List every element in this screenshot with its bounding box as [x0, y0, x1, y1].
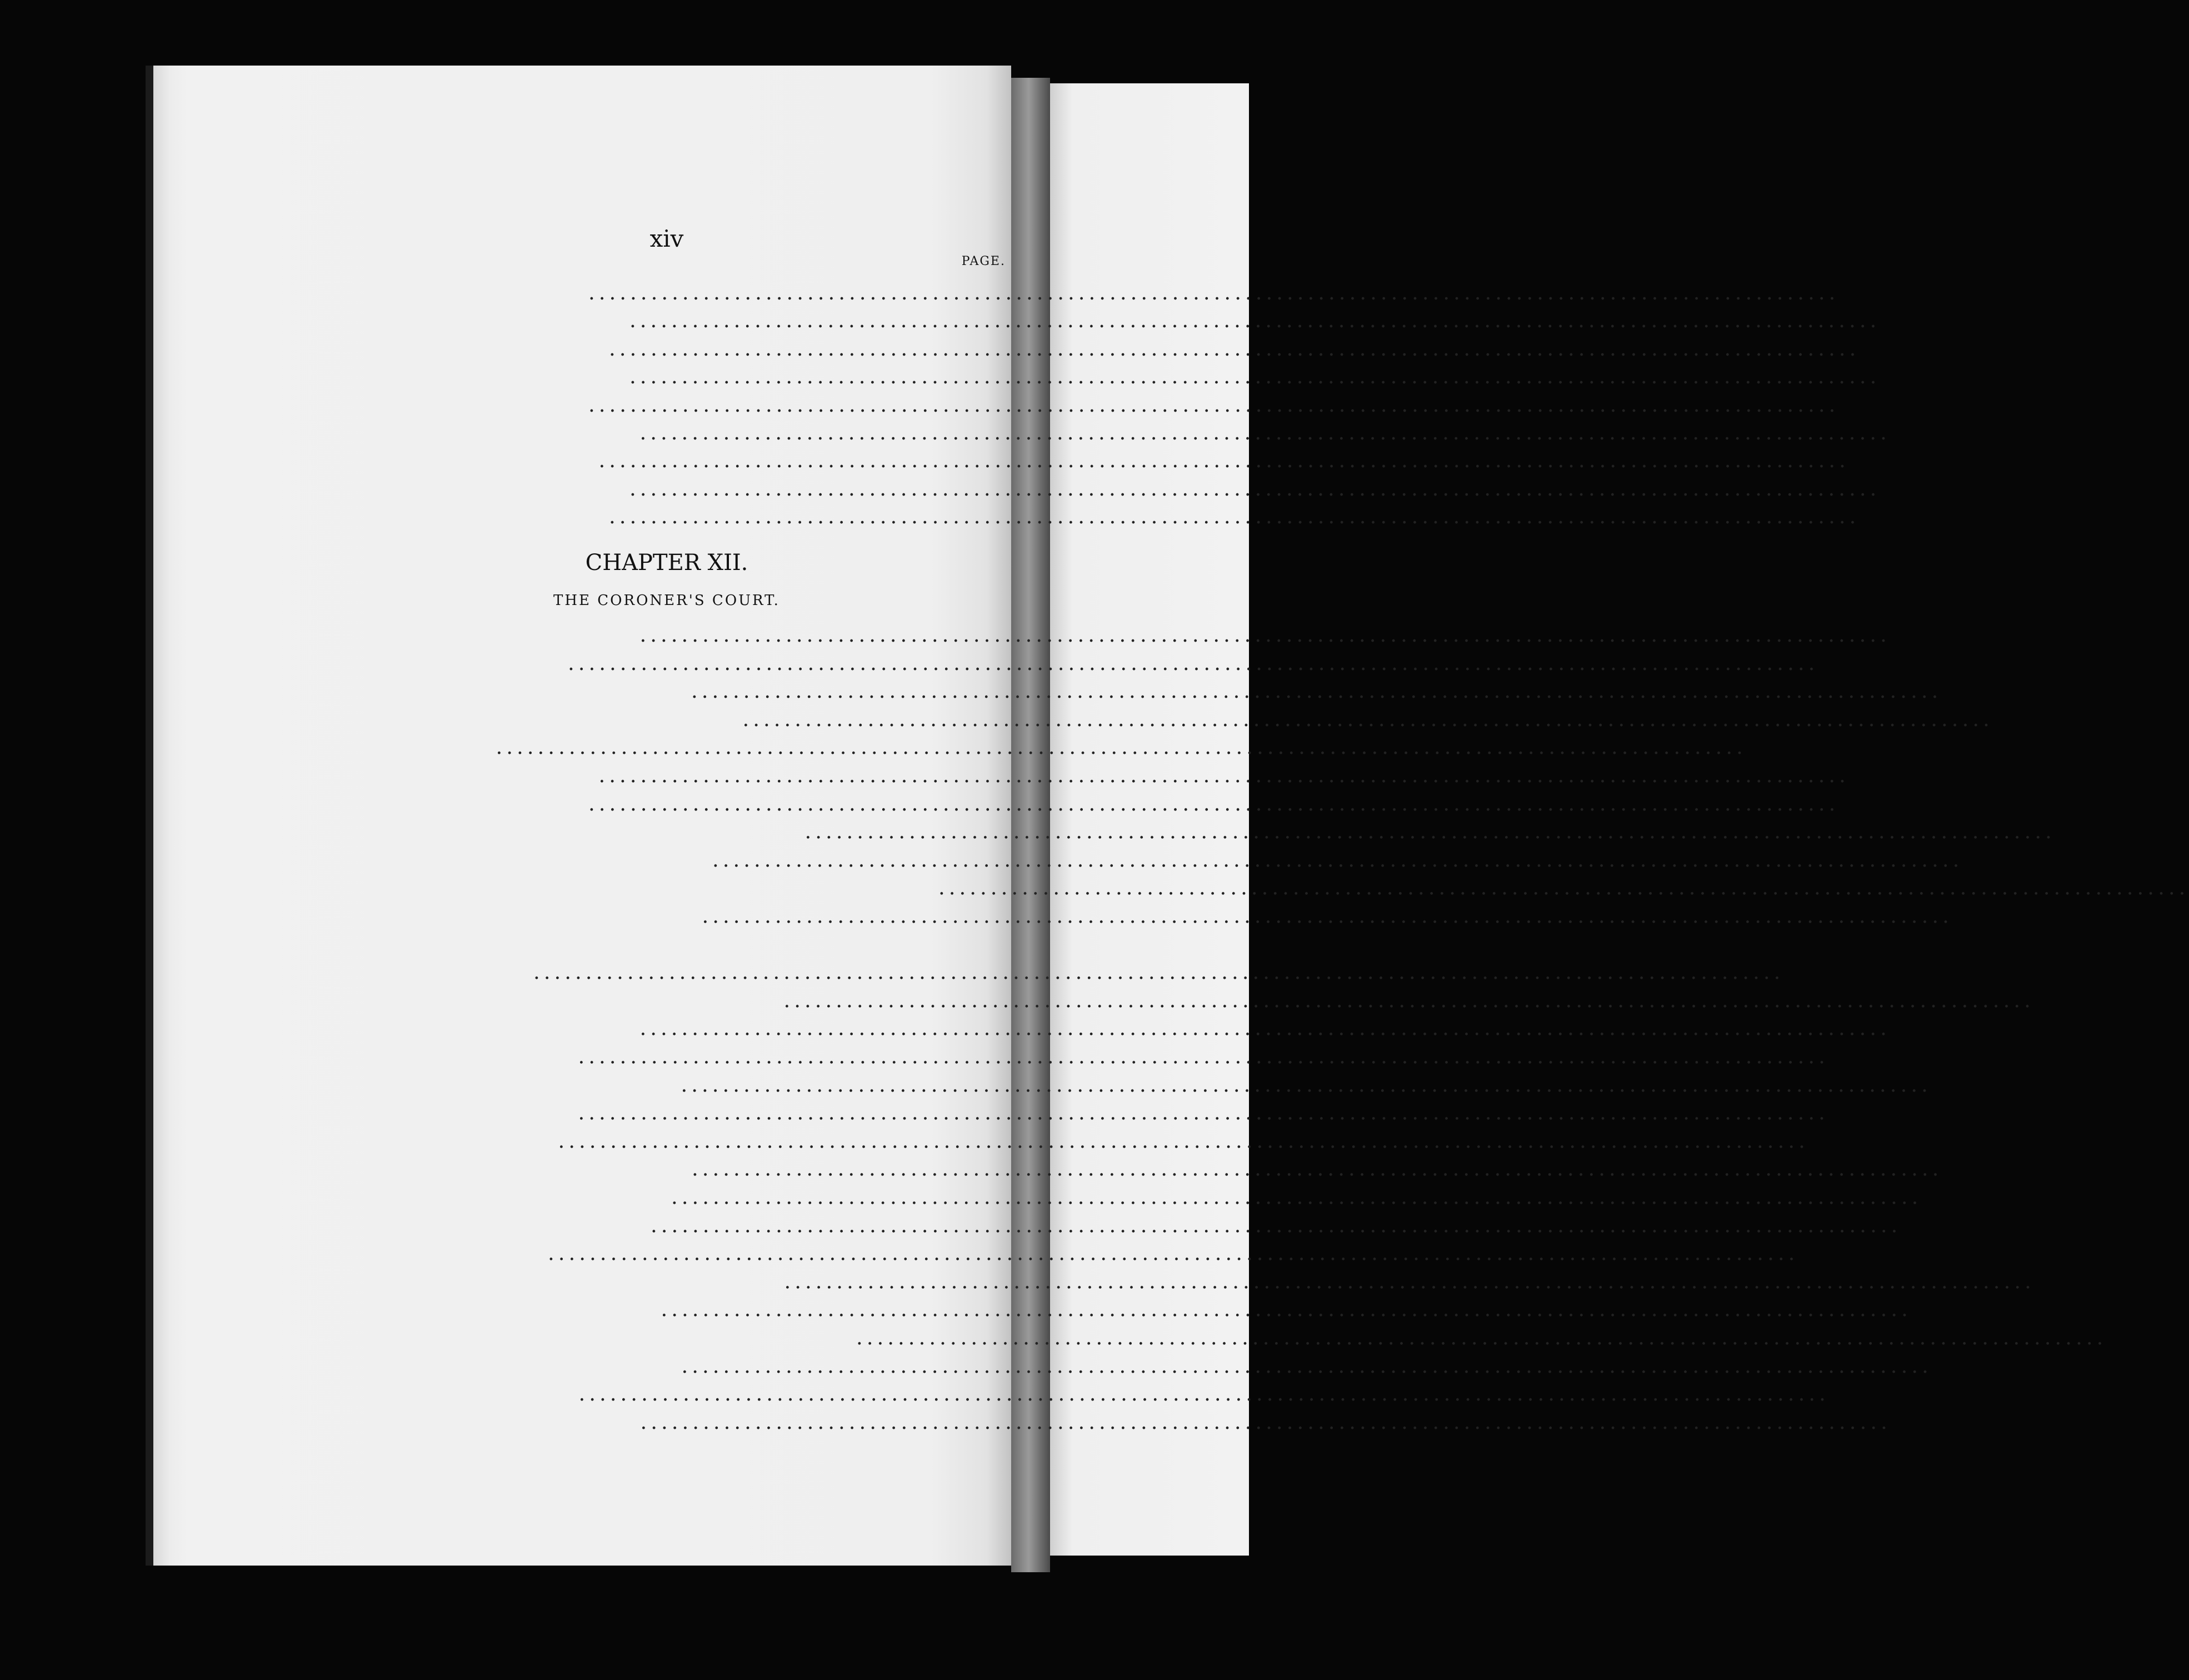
toc-entry: [0, 1380, 1830, 1408]
right-page-line: [1056, 1131, 1249, 1159]
leader-dots: ........................................................................................................................: [681, 1072, 1932, 1097]
right-page-line: [1056, 889, 1249, 917]
toc-entry: [0, 447, 1850, 474]
leader-dots: ........................................................................................................................: [588, 392, 1840, 417]
toc-entry: [0, 1239, 1799, 1267]
right-page-line: [1056, 420, 1249, 448]
leader-dots: ........................................................................................................................: [783, 988, 2035, 1012]
right-page-line: [1056, 392, 1249, 420]
leader-dots: ........................................................................................................................: [691, 679, 1942, 703]
leader-dots: ........................................................................................................................: [639, 623, 1891, 647]
right-page-line: [1056, 806, 1249, 833]
right-page-line: [1056, 946, 1249, 973]
page-column-header: PAGE.: [961, 254, 1006, 268]
toc-entry: [0, 475, 1881, 503]
leader-dots: ........................................................................................................................: [588, 791, 1840, 816]
right-page-line: [1056, 973, 1249, 1001]
chapter-heading: CHAPTER XII.: [585, 550, 748, 576]
right-page-line: [1056, 1001, 1249, 1029]
leader-dots: ........................................................................................................................: [712, 847, 1963, 872]
leader-dots: ........................................................................................................................: [578, 1382, 1830, 1406]
leader-dots: ........................................................................................................................: [856, 1326, 2107, 1349]
leader-dots: ........................................................................................................................: [598, 448, 1850, 473]
leader-dots: ........................................................................................................................: [640, 1409, 1891, 1434]
toc-entry: [0, 1352, 1932, 1380]
leader-dots: ........................................................................................................................: [496, 735, 1747, 759]
leader-dots: ........................................................................................................................: [681, 1353, 1932, 1378]
leader-dots: ........................................................................................................................: [629, 364, 1881, 389]
right-page-line: [1056, 337, 1249, 364]
toc-entry: [0, 762, 1850, 789]
toc-entry: [0, 1212, 1902, 1239]
toc-entry: [0, 1155, 1943, 1183]
leader-dots: ........................................................................................................................: [548, 1241, 1799, 1266]
toc-entry: [0, 1408, 1891, 1436]
leader-dots: ........................................................................................................................: [651, 1213, 1902, 1237]
leader-dots: ........................................................................................................................: [692, 1157, 1943, 1181]
right-page-line: [1056, 861, 1249, 889]
right-page-line: [1056, 1082, 1249, 1110]
toc-entry: [0, 1183, 1922, 1211]
leader-dots: ........................................................................................................................: [588, 281, 1840, 304]
leader-dots: ........................................................................................................................: [629, 308, 1881, 333]
leader-dots: ........................................................................................................................: [568, 651, 1819, 675]
right-page-line: [1056, 654, 1249, 682]
folio: xiv: [649, 225, 684, 252]
leader-dots: ........................................................................................................................: [784, 1269, 2035, 1293]
leader-dots: ........................................................................................................................: [609, 336, 1860, 361]
leader-dots: ........................................................................................................................: [661, 1297, 1912, 1322]
leader-dots: ........................................................................................................................: [639, 421, 1891, 444]
right-page-line: [1056, 512, 1249, 540]
leader-dots: ........................................................................................................................: [804, 819, 2056, 844]
leader-dots: ........................................................................................................................: [702, 904, 1953, 928]
right-page-line: [1056, 1029, 1249, 1057]
toc-entry: [0, 1296, 1912, 1323]
leader-dots: ........................................................................................................................: [938, 876, 2189, 900]
right-page-line: [1056, 627, 1249, 654]
right-page-line: [1056, 598, 1249, 626]
right-page-line: [1056, 682, 1249, 710]
right-page-line: [1056, 570, 1249, 598]
leader-dots: ........................................................................................................................: [742, 707, 1993, 731]
leader-dots: ........................................................................................................................: [639, 1016, 1891, 1041]
right-page-line: [1056, 281, 1249, 308]
right-page-line: [1056, 364, 1249, 392]
leader-dots: ........................................................................................................................: [629, 476, 1881, 501]
right-page-line: [1056, 833, 1249, 861]
leader-dots: ........................................................................................................................: [598, 763, 1850, 787]
leader-dots: ........................................................................................................................: [671, 1185, 1922, 1209]
leader-dots: ........................................................................................................................: [558, 1128, 1809, 1153]
leader-dots: ........................................................................................................................: [609, 504, 1860, 529]
toc-entry: [0, 1324, 2107, 1352]
right-page-line: [1056, 542, 1249, 569]
leader-dots: ........................................................................................................................: [578, 1101, 1829, 1125]
toc-entry: [0, 733, 1747, 761]
chapter-title: THE CORONER'S COURT.: [553, 592, 780, 609]
right-page-line: [1056, 918, 1249, 946]
leader-dots: ........................................................................................................................: [578, 1044, 1829, 1068]
right-page-line: [1056, 308, 1249, 336]
leader-dots: ........................................................................................................................: [533, 960, 1785, 984]
toc-entry: [0, 1268, 2035, 1296]
